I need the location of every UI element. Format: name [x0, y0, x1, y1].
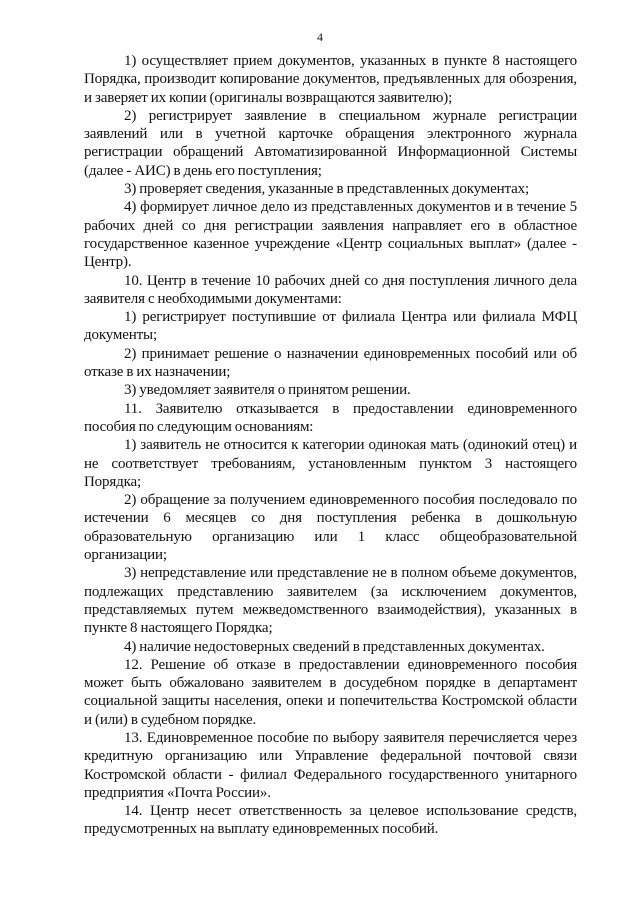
paragraph-11-item-3: 3) непредставление или представление не в полном объеме документов, подлежащих представлению заявителем (за исключением документов, представляемых путем межведомственного взаимодействия), указанных в пункте 8 настоящего Порядка;	[84, 565, 577, 637]
paragraph-10-item-2: 2) принимает решение о назначении единовременных пособий или об отказе в их назначении;	[84, 345, 577, 381]
paragraph-11-item-1: 1) заявитель не относится к категории одинокая мать (одинокий отец) и не соответствует требованиям, установленным пунктом 3 настоящего Порядка;	[84, 437, 577, 490]
paragraph-10: 10. Центр в течение 10 рабочих дней со дня поступления личного дела заявителя с необходимыми документами:	[84, 272, 577, 307]
page-number: 4	[317, 30, 323, 44]
paragraph-11-item-2: 2) обращение за получением единовременного пособия последовало по истечении 6 месяцев со дня поступления ребенка в дошкольную образовательную организацию или 1 класс общеобразовательной организации;	[84, 492, 577, 564]
paragraph-11: 11. Заявителю отказывается в предоставлении единовременного пособия по следующим основаниям:	[84, 400, 577, 435]
paragraph-9-item-1: 1) осуществляет прием документов, указанных в пункте 8 настоящего Порядка, производит копирование документов, предъявленных для обозрения, и заверяет их копии (оригиналы возвращаются заявителю);	[84, 53, 577, 106]
paragraph-9-item-4: 4) формирует личное дело из представленных документов и в течение 5 рабочих дней со дня регистрации заявления направляет его в областное государственное казенное учреждение «Центр социальных выплат» (далее - Центр).	[84, 199, 577, 271]
paragraph-11-item-4: 4) наличие недостоверных сведений в представленных документах.	[124, 638, 545, 655]
paragraph-14: 14. Центр несет ответственность за целевое использование средств, предусмотренных на выплату единовременных пособий.	[84, 803, 577, 838]
document-body	[84, 52, 577, 839]
paragraph-12: 12. Решение об отказе в предоставлении единовременного пособия может быть обжаловано заявителем в досудебном порядке в департамент социальной защиты населения, опеки и попечительства Костромской области и (или) в судебном порядке.	[84, 656, 577, 728]
paragraph-9-item-3: 3) проверяет сведения, указанные в представленных документах;	[124, 181, 530, 198]
paragraph-10-item-3: 3) уведомляет заявителя о принятом решении.	[124, 382, 411, 399]
paragraph-10-item-1: 1) регистрирует поступившие от филиала Центра или филиала МФЦ документы;	[84, 309, 577, 344]
paragraph-13: 13. Единовременное пособие по выбору заявителя перечисляется через кредитную организацию или Управление федеральной почтовой связи Костромской области - филиал Федерального государственного унитарного предприятия «Почта России».	[84, 729, 577, 801]
paragraph-9-item-2: 2) регистрирует заявление в специальном журнале регистрации заявлений или в учетной карточке обращения электронного журнала регистрации обращений Автоматизированной Информационной Системы (далее - АИС) в день его поступления;	[84, 107, 577, 179]
